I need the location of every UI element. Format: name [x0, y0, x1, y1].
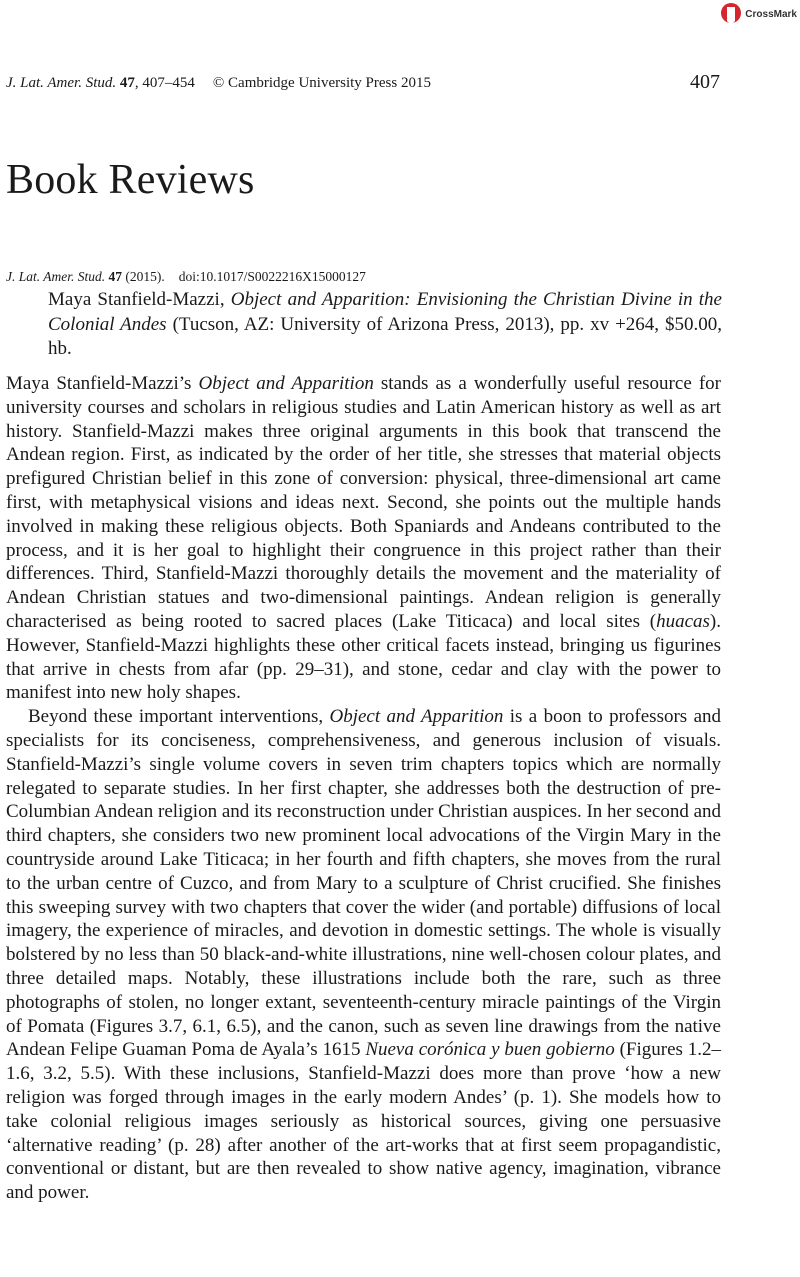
page-number: 407 [690, 71, 720, 93]
term-huacas: huacas [656, 610, 710, 632]
journal-volume: 47 [119, 75, 135, 91]
paragraph-1: Maya Stanfield-Mazzi’s Object and Apparition stands as a wonderfully useful resource for university courses and scholars in religious studies and Latin American history as well as art history. Stanfield-Mazzi makes three original arguments in this book that transcend the Andean region. First, as indicated by the order of her title, she stresses that material objects prefigured Christian belief in this zone of conversion: physical, three-dimensional art came first, with metaphysical visions and ideas next. Second, she points out the multiple hands involved in making these religious objects. Both Spaniards and Andeans contributed to the process, and it is her goal to highlight their congruence in this project rather than their differences. Third, Stanfield-Mazzi thoroughly details the movement and the materiality of Andean Christian statues and two-dimensional paintings. Andean religion is generally characterised as being rooted to sacred places (Lake Titicaca) and local sites (huacas). However, Stanfield-Mazzi highlights these other critical facets instead, bringing us figurines that arrive in chests from afar (pp. 29–31), and stone, cedar and clay with the power to manifest into new holy shapes. [6, 373, 721, 704]
section-title: Book Reviews [6, 157, 255, 203]
bibliographic-entry [48, 288, 722, 362]
review-citation [6, 269, 366, 285]
book-publication: (Tucson, AZ: University of Arizona Press, 2013), pp. xv +264, $50.00, hb. [48, 313, 723, 359]
book-title-ref: Object and Apparition [329, 706, 504, 728]
citation-year: (2015). [125, 269, 165, 284]
running-head [6, 75, 720, 92]
citation-journal: J. Lat. Amer. Stud. [6, 269, 106, 284]
paragraph-2: Beyond these important interventions, Object and Apparition is a boon to professors and specialists for its conciseness, comprehensiveness, and generous inclusion of visuals. Stanfield-Mazzi’s single volume covers in seven trim chapters topics which are normally relegated to separate studies. In her first chapter, she addresses both the destruction of pre-Columbian Andean religion and its reconstruction under Christian auspices. In her second and third chapters, she considers two new prominent local advocations of the Virgin Mary in the countryside around Lake Titicaca; in her fourth and fifth chapters, she moves from the rural to the urban centre of Cuzco, and from Mary to a sculpture of Christ crucified. She finishes this sweeping survey with two chapters that cover the wider (and portable) diffusions of local imagery, the experience of miracles, and devotion in domestic settings. The whole is visually bolstered by no less than 50 black-and-white illustrations, nine well-chosen colour plates, and three detailed maps. Notably, these illustrations include both the rare, such as three photographs of stolen, no longer extant, seventeenth-century miracle paintings of the Virgin of Pomata (Figures 3.7, 6.1, 6.5), and the canon, such as seven line drawings from the native Andean Felipe Guaman Poma de Ayala’s 1615 Nueva corónica y buen gobierno (Figures 1.2–1.6, 3.2, 5.5). With these inclusions, Stanfield-Mazzi does more than prove ‘how a new religion was forged through images in the early modern Andes’ (p. 1). She models how to take colonial religious images seriously as historical sources, giving one persuasive ‘alternative reading’ (p. 28) after another of the art-works that at first seem propagandistic, conventional or distant, but are then revealed to show native agency, imagination, vibrance and power. [6, 706, 722, 1204]
crossmark-icon [721, 3, 741, 25]
book-author: Maya Stanfield-Mazzi, [48, 289, 225, 310]
book-title-ref: Object and Apparition [198, 373, 374, 394]
title-nueva-coronica: Nueva corónica y buen gobierno [365, 1039, 615, 1061]
book-title: Object and Apparition: Envisioning the Christian Divine in the Colonial Andes [48, 289, 722, 335]
crossmark-label: CrossMark [745, 8, 797, 20]
doi-link[interactable]: doi:10.1017/S0022216X15000127 [178, 269, 366, 284]
journal-abbrev: J. Lat. Amer. Stud. [6, 75, 117, 91]
copyright-notice: © Cambridge University Press 2015 [212, 75, 431, 91]
review-body [6, 372, 721, 1205]
journal-pages: , 407–454 [134, 75, 195, 91]
crossmark-badge[interactable] [721, 3, 797, 25]
citation-volume: 47 [108, 269, 123, 284]
